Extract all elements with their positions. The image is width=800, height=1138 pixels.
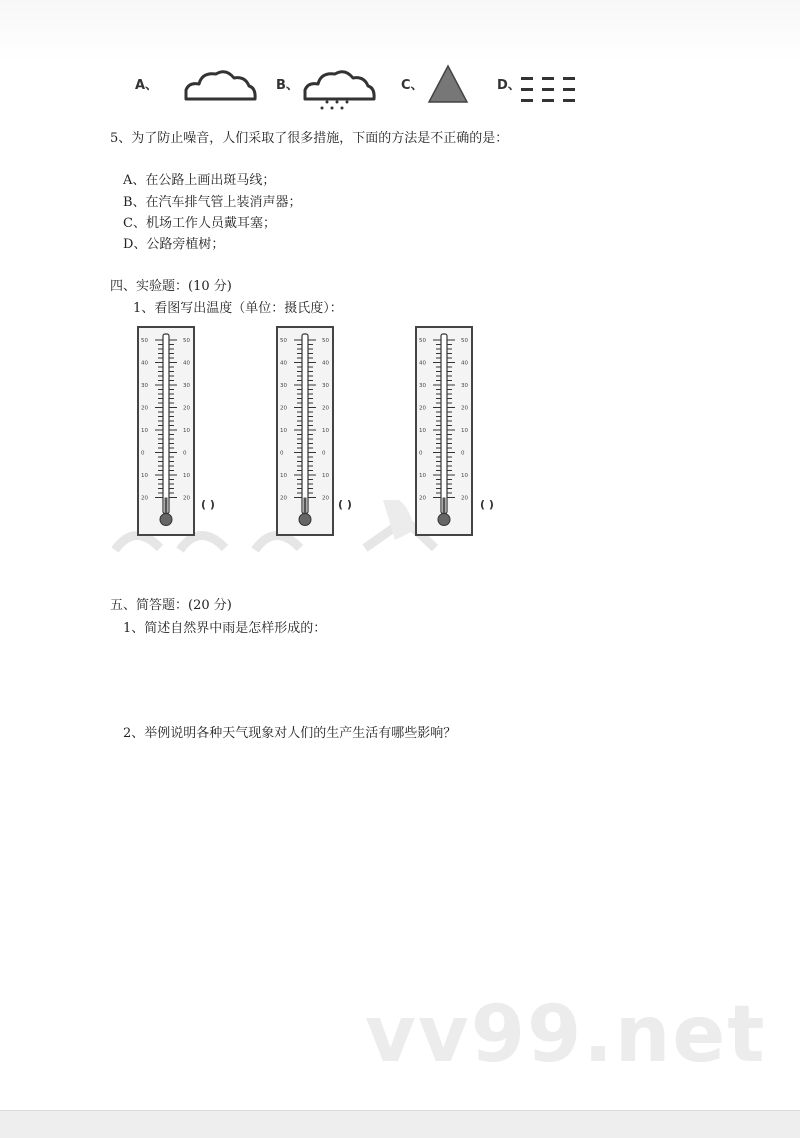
scale-label-right: 20 <box>322 495 329 502</box>
scale-label-left: 10 <box>419 428 426 434</box>
scale-label-left: 20 <box>280 405 287 412</box>
scale-label-left: 20 <box>141 405 148 412</box>
q5-option-d: D、公路旁植树； <box>123 237 225 252</box>
thermometer-bulb <box>299 514 311 526</box>
scale-label-left: 10 <box>280 428 287 434</box>
option-a-label: A、 <box>135 78 159 93</box>
thermometer-2 <box>276 326 334 536</box>
thermometer-tube <box>163 334 169 514</box>
thermometer-bulb <box>438 514 450 526</box>
scale-label-right: 10 <box>183 473 190 479</box>
scale-label-left: 10 <box>419 473 426 479</box>
q5-option-b: B、在汽车排气管上装消声器； <box>123 195 302 210</box>
question-5: 5、为了防止噪音，人们采取了很多措施，下面的方法是不正确的是： <box>110 131 509 146</box>
section-5-question-2: 2、举例说明各种天气现象对人们的生产生活有哪些影响？ <box>123 726 457 741</box>
scale-label-right: 50 <box>461 338 468 344</box>
scale-label-right: 40 <box>461 360 468 367</box>
scale-label-right: 20 <box>322 405 329 412</box>
thermometer-1 <box>137 326 195 536</box>
answer-blank-1[interactable]: ( ) <box>201 498 215 511</box>
cloudy-icon <box>183 66 258 104</box>
snow-icon <box>302 66 377 112</box>
scale-label-left: 20 <box>141 495 148 502</box>
scale-label-left: 20 <box>419 495 426 502</box>
scale-label-right: 0 <box>183 450 187 457</box>
option-c-label: C、 <box>401 78 424 93</box>
section-5-heading: 五、简答题：(20 分) <box>110 598 232 613</box>
thermometer-3 <box>415 326 473 536</box>
page-bottom-edge <box>0 1110 800 1138</box>
scale-label-left: 0 <box>280 450 284 457</box>
q5-option-c: C、机场工作人员戴耳塞； <box>123 216 276 231</box>
scale-label-left: 50 <box>141 338 148 344</box>
option-d-label: D、 <box>497 78 521 93</box>
scale-label-right: 30 <box>322 383 329 389</box>
scale-label-left: 50 <box>419 338 426 344</box>
scale-label-left: 50 <box>280 338 287 344</box>
scale-label-left: 0 <box>141 450 145 457</box>
section-4-heading: 四、实验题：(10 分) <box>110 279 232 294</box>
scale-label-right: 20 <box>183 405 190 412</box>
scale-label-left: 0 <box>419 450 423 457</box>
scale-label-left: 30 <box>141 383 148 389</box>
scale-label-right: 20 <box>183 495 190 502</box>
scale-label-left: 30 <box>419 383 426 389</box>
scale-label-right: 10 <box>322 473 329 479</box>
scale-label-right: 30 <box>461 383 468 389</box>
option-b-label: B、 <box>276 78 299 93</box>
scale-label-left: 30 <box>280 383 287 389</box>
scale-label-right: 10 <box>461 428 468 434</box>
thermometer-tube <box>441 334 447 514</box>
scale-label-left: 20 <box>280 495 287 502</box>
scale-label-left: 10 <box>141 473 148 479</box>
section-4-question-1: 1、看图写出温度（单位：摄氏度）： <box>133 301 343 316</box>
scale-label-right: 0 <box>461 450 465 457</box>
thermometer-tube <box>302 334 308 514</box>
section-5-question-1: 1、简述自然界中雨是怎样形成的： <box>123 621 327 636</box>
scale-label-right: 10 <box>322 428 329 434</box>
scale-label-right: 50 <box>322 338 329 344</box>
scale-label-left: 10 <box>280 473 287 479</box>
scale-label-right: 30 <box>183 383 190 389</box>
fog-icon <box>520 76 578 104</box>
answer-blank-2[interactable]: ( ) <box>338 498 352 511</box>
scale-label-left: 40 <box>419 360 426 367</box>
scale-label-left: 40 <box>280 360 287 367</box>
scale-label-right: 20 <box>461 495 468 502</box>
page-top-shade <box>0 0 800 62</box>
q5-option-a: A、在公路上画出斑马线； <box>123 173 276 188</box>
watermark: vv99.net <box>365 990 767 1080</box>
scale-label-left: 10 <box>141 428 148 434</box>
scale-label-right: 50 <box>183 338 190 344</box>
scale-label-right: 10 <box>461 473 468 479</box>
scale-label-right: 20 <box>461 405 468 412</box>
scale-label-right: 0 <box>322 450 326 457</box>
triangle-icon <box>427 64 469 104</box>
scale-label-right: 10 <box>183 428 190 434</box>
answer-blank-3[interactable]: ( ) <box>480 498 494 511</box>
thermometer-bulb <box>160 514 172 526</box>
scale-label-left: 20 <box>419 405 426 412</box>
scale-label-left: 40 <box>141 360 148 367</box>
scale-label-right: 40 <box>322 360 329 367</box>
scale-label-right: 40 <box>183 360 190 367</box>
